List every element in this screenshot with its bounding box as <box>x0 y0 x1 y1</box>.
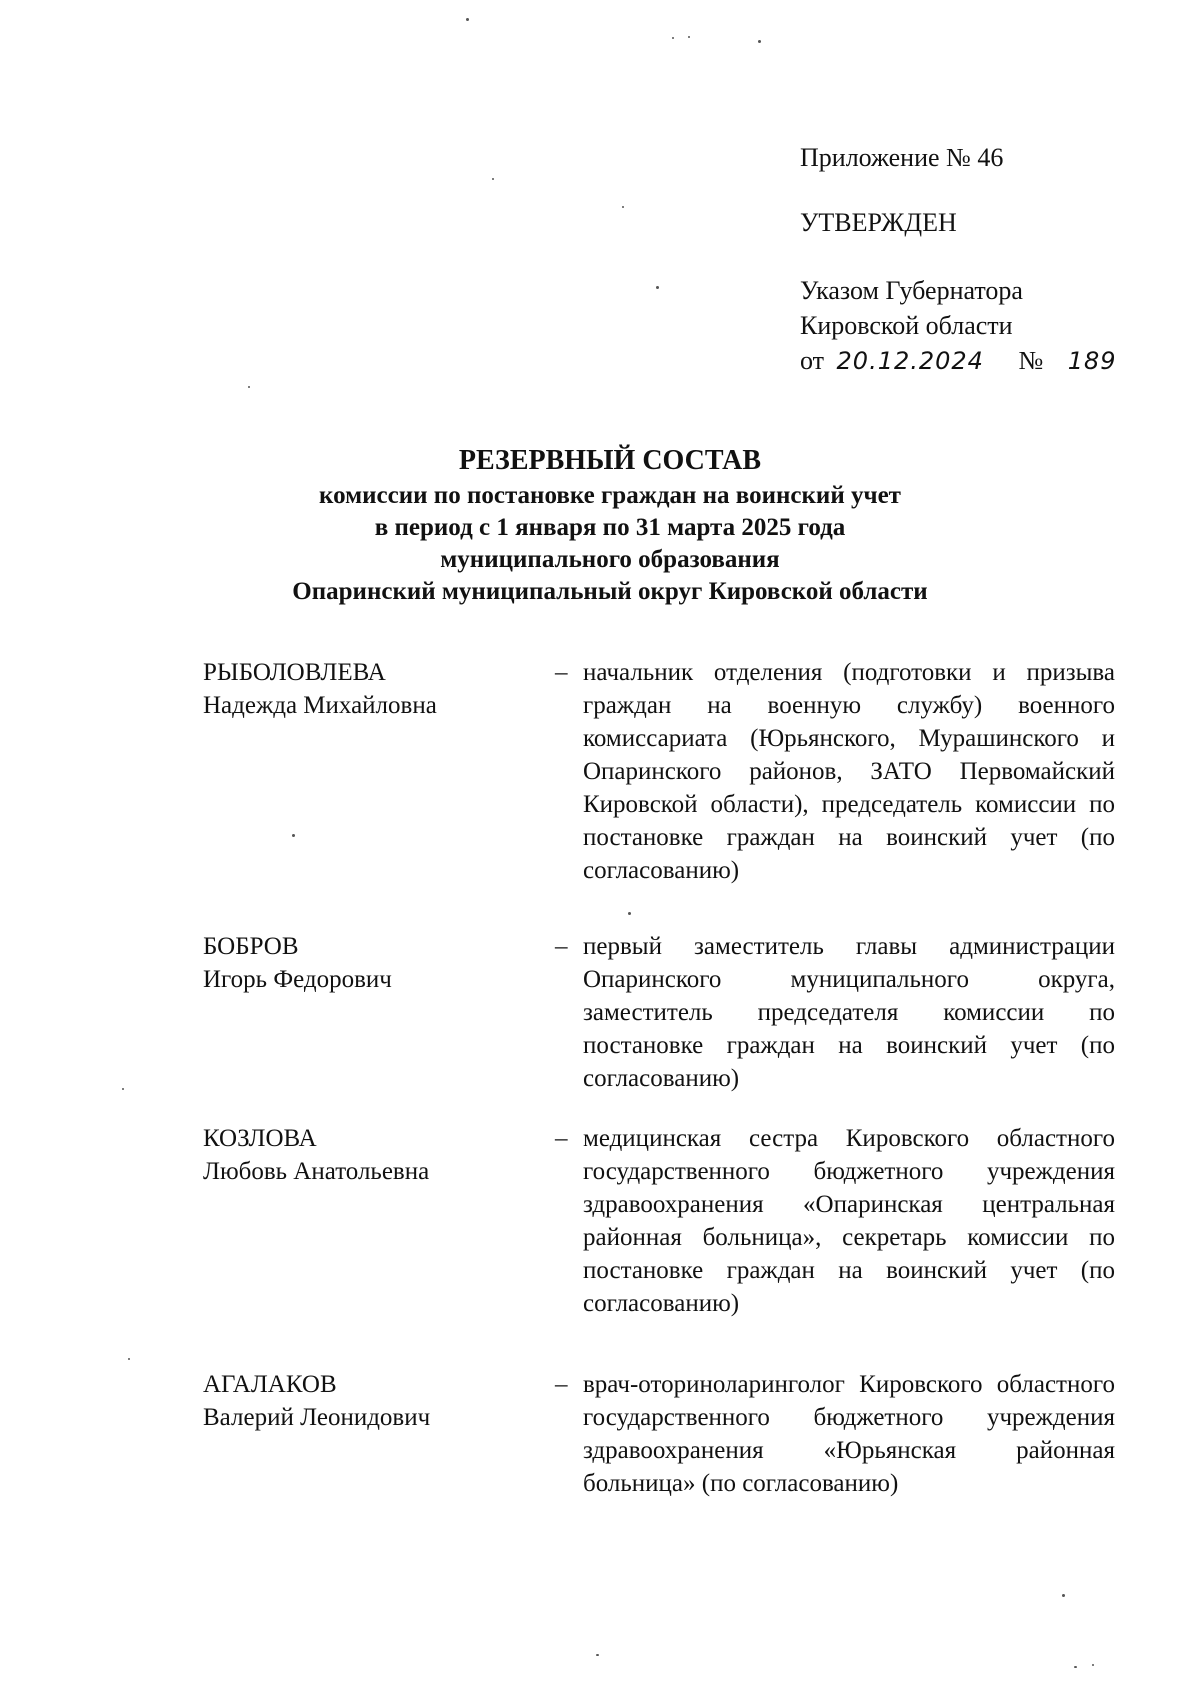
member-given-names: Надежда Михайловна <box>203 692 437 719</box>
title-line-4: Опаринский муниципальный округ Кировской области <box>292 578 928 605</box>
appendix-number: Приложение № 46 <box>800 143 1004 172</box>
member-dash: – <box>555 933 568 960</box>
member-name <box>203 930 533 996</box>
decree-line-2: Кировской области <box>800 311 1013 340</box>
member-surname: КОЗЛОВА <box>203 1125 317 1152</box>
title-line-3: муниципального образования <box>440 546 780 573</box>
approval-stamp-block <box>800 140 1180 379</box>
member-name <box>203 1368 533 1434</box>
member-description: начальник отделения (подготовки и призыва граждан на военную службу) военного комиссариата (Юрьянского, Мурашинского и Опаринского районов, ЗАТО Первомайский Кировской области), председатель комиссии по постановке граждан на воинский учет (по согласованию) <box>583 659 1115 884</box>
member-given-names: Валерий Леонидович <box>203 1404 431 1431</box>
member-given-names: Игорь Федорович <box>203 966 392 993</box>
decree-line-1: Указом Губернатора <box>800 276 1023 305</box>
approved-label: УТВЕРЖДЕН <box>800 208 957 237</box>
number-label: № <box>1018 346 1044 375</box>
title-line-1: комиссии по постановке граждан на воинский учет <box>319 482 901 509</box>
document-title <box>180 442 1040 608</box>
member-description: медицинская сестра Кировского областного государственного бюджетного учреждения здравоохранения «Опаринская центральная районная больница», секретарь комиссии по постановке граждан на воинский учет (по согласованию) <box>583 1125 1115 1317</box>
member-dash: – <box>555 659 568 686</box>
member-dash: – <box>555 1125 568 1152</box>
member-dash: – <box>555 1371 568 1398</box>
member-name <box>203 656 533 722</box>
title-main: РЕЗЕРВНЫЙ СОСТАВ <box>458 445 762 476</box>
handwritten-number: 189 <box>1067 347 1117 375</box>
member-surname: АГАЛАКОВ <box>203 1371 337 1398</box>
decree-date-number <box>800 343 1180 379</box>
member-given-names: Любовь Анатольевна <box>203 1158 430 1185</box>
handwritten-date: 20.12.2024 <box>836 347 984 375</box>
member-surname: БОБРОВ <box>203 933 299 960</box>
member-name <box>203 1122 533 1188</box>
date-prefix: от <box>800 346 825 375</box>
member-description: первый заместитель главы администрации Опаринского муниципального округа, заместитель председателя комиссии по постановке граждан на воинский учет (по согласованию) <box>583 933 1115 1092</box>
title-line-2: в период с 1 января по 31 марта 2025 года <box>374 514 846 541</box>
member-description: врач-оториноларинголог Кировского областного государственного бюджетного учреждения здравоохранения «Юрьянская районная больница» (по согласованию) <box>583 1371 1115 1497</box>
member-surname: РЫБОЛОВЛЕВА <box>203 659 386 686</box>
